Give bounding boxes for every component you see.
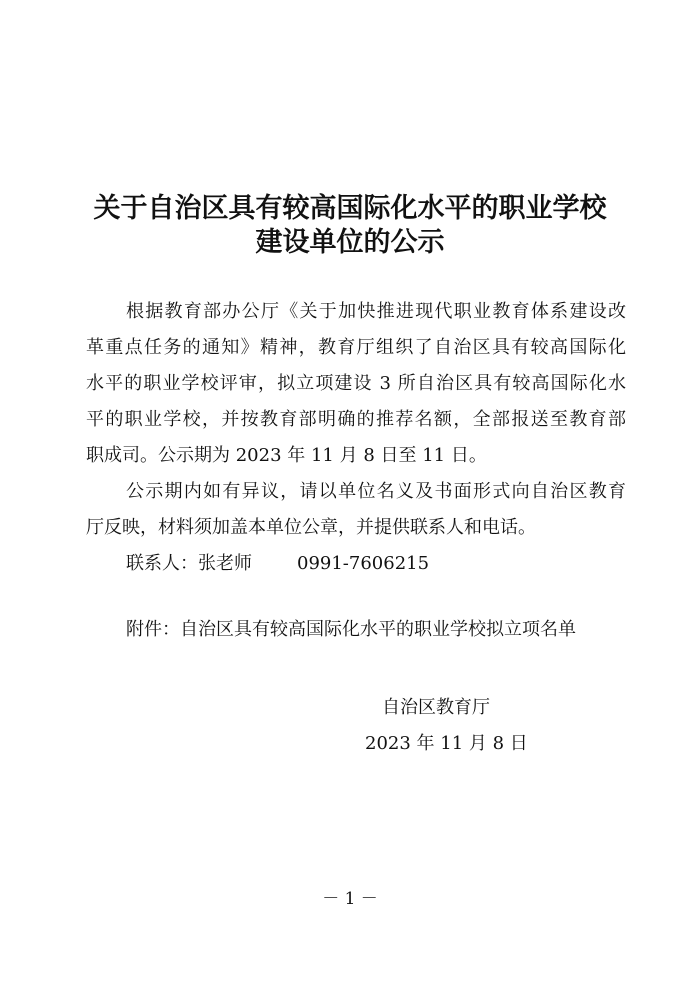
contact-phone: 0991-7606215	[297, 553, 430, 574]
paragraph-1-line-5: 职成司。公示期为 2023 年 11 月 8 日至 11 日。	[86, 445, 487, 466]
contact-person: 联系人：张老师	[126, 553, 252, 574]
paragraph-1-line-3: 水平的职业学校评审，拟立项建设 3 所自治区具有较高国际化水	[86, 373, 626, 394]
attachment-line: 附件：自治区具有较高国际化水平的职业学校拟立项名单	[126, 619, 576, 640]
paragraph-1-line-4: 平的职业学校，并按教育部明确的推荐名额，全部报送至教育部	[86, 409, 626, 430]
paragraph-1-line-2: 革重点任务的通知》精神，教育厅组织了自治区具有较高国际化	[86, 337, 626, 358]
page-number: － 1 －	[322, 889, 378, 909]
paragraph-1-line-1: 根据教育部办公厅《关于加快推进现代职业教育体系建设改	[126, 301, 626, 322]
signature-date: 2023 年 11 月 8 日	[365, 733, 528, 754]
document-title-line-1: 关于自治区具有较高国际化水平的职业学校	[93, 193, 607, 224]
paragraph-2-line-1: 公示期内如有异议，请以单位名义及书面形式向自治区教育	[126, 481, 626, 502]
signature-organization: 自治区教育厅	[382, 697, 490, 718]
paragraph-2-line-2: 厅反映，材料须加盖本单位公章，并提供联系人和电话。	[86, 517, 536, 538]
document-title-line-2: 建设单位的公示	[255, 227, 445, 258]
